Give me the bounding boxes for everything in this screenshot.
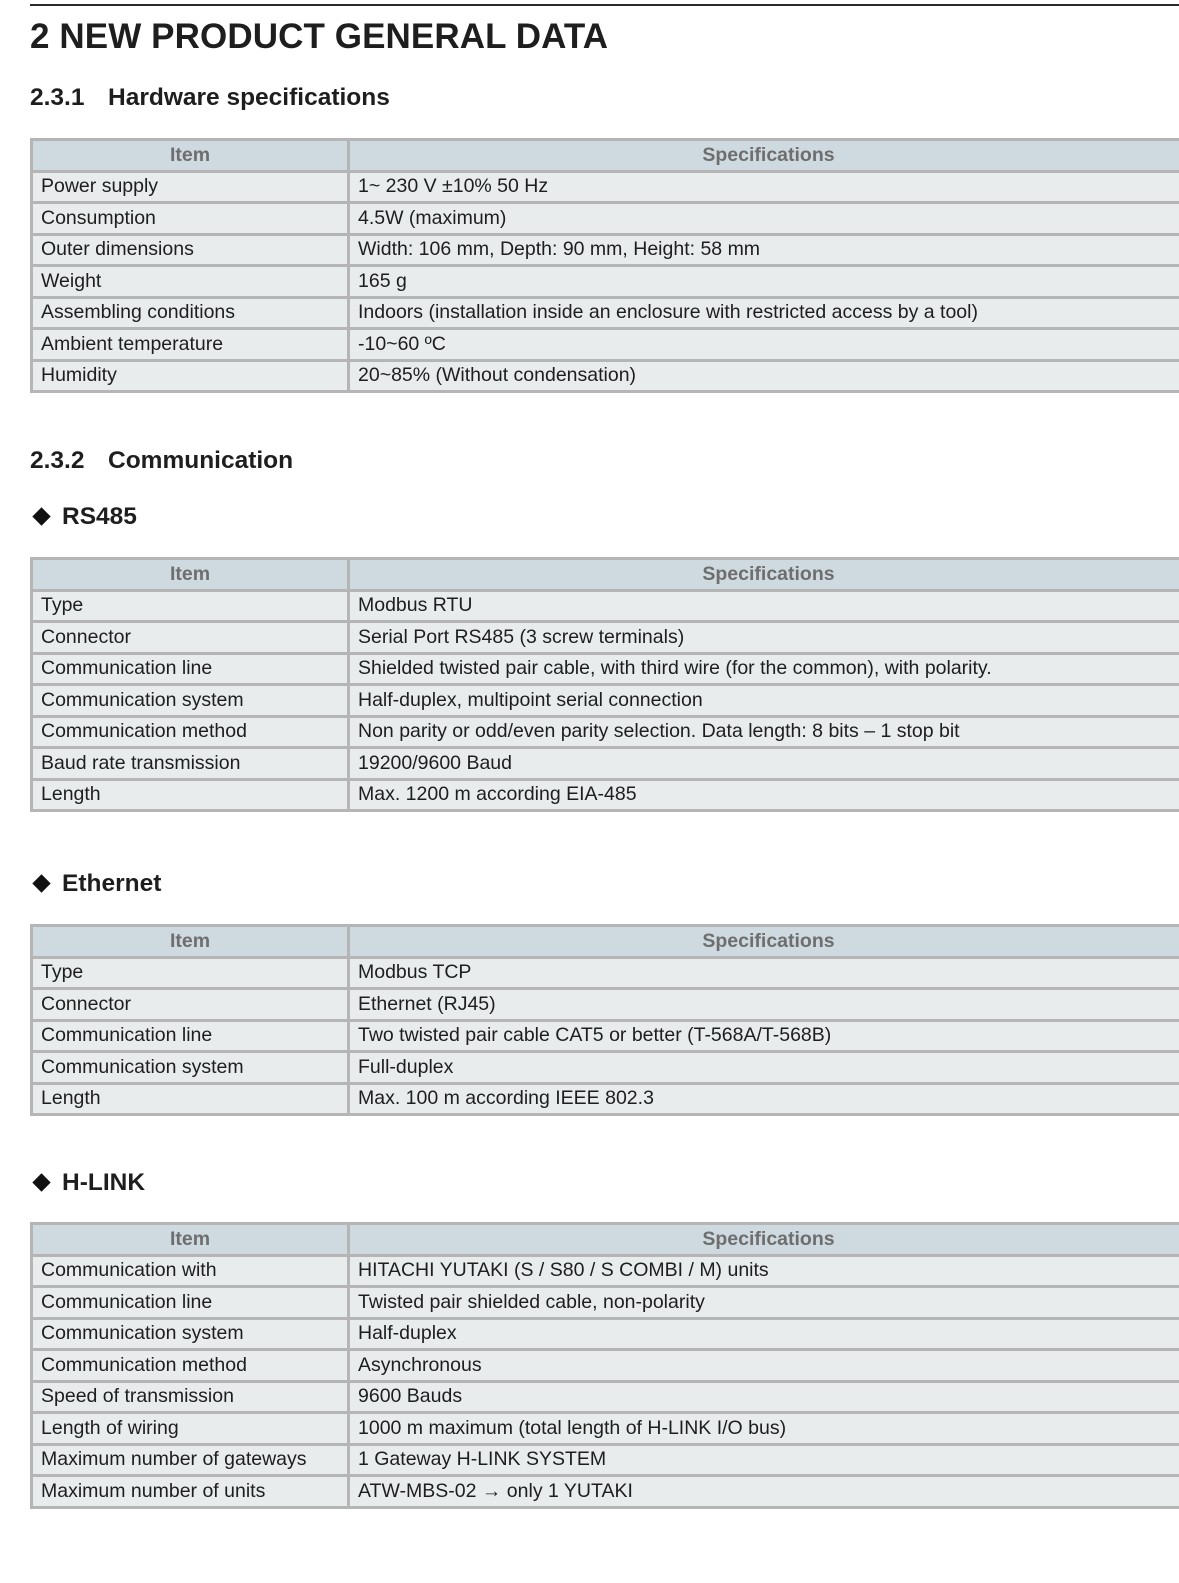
item-cell: Connector	[32, 622, 349, 654]
table-row	[32, 1381, 1179, 1413]
item-cell: Communication line	[32, 653, 349, 685]
top-rule	[30, 4, 1179, 6]
item-cell: Type	[32, 590, 349, 622]
spec-cell: Serial Port RS485 (3 screw terminals)	[349, 622, 1179, 654]
spec-cell: Twisted pair shielded cable, non-polarity	[349, 1287, 1179, 1319]
table-row	[32, 329, 1179, 361]
spec-cell: Non parity or odd/even parity selection. Data length: 8 bits – 1 stop bit	[349, 716, 1179, 748]
spec-cell: Full-duplex	[349, 1052, 1179, 1084]
item-cell: Communication system	[32, 1052, 349, 1084]
spec-cell: 165 g	[349, 266, 1179, 298]
table-row	[32, 171, 1179, 203]
table-row	[32, 360, 1179, 392]
spec-cell: 9600 Bauds	[349, 1381, 1179, 1413]
subheading-hlink	[33, 1169, 145, 1197]
section-title: Communication	[108, 447, 294, 474]
item-cell: Ambient temperature	[32, 329, 349, 361]
table-row	[32, 1287, 1179, 1319]
table-row	[32, 203, 1179, 235]
spec-cell: 1~ 230 V ±10% 50 Hz	[349, 171, 1179, 203]
table-row	[32, 748, 1179, 780]
spec-cell: 20~85% (Without condensation)	[349, 360, 1179, 392]
column-header-item: Item	[32, 559, 349, 591]
item-cell: Weight	[32, 266, 349, 298]
table-row	[32, 685, 1179, 717]
spec-cell: 4.5W (maximum)	[349, 203, 1179, 235]
table-row	[32, 1350, 1179, 1382]
spec-cell: 1000 m maximum (total length of H-LINK I/O bus)	[349, 1413, 1179, 1445]
spec-cell: Width: 106 mm, Depth: 90 mm, Height: 58 mm	[349, 234, 1179, 266]
table-row	[32, 653, 1179, 685]
column-header-specifications: Specifications	[349, 1224, 1179, 1256]
item-cell: Baud rate transmission	[32, 748, 349, 780]
page-title: 2 NEW PRODUCT GENERAL DATA	[30, 17, 609, 56]
table-row	[32, 266, 1179, 298]
subheading-label: Ethernet	[62, 870, 162, 897]
spec-cell: ATW-MBS-02 → only 1 YUTAKI	[349, 1476, 1179, 1508]
item-cell: Type	[32, 957, 349, 989]
table-row	[32, 1318, 1179, 1350]
item-cell: Communication with	[32, 1255, 349, 1287]
subheading-label: RS485	[62, 503, 137, 530]
spec-cell: Two twisted pair cable CAT5 or better (T-568A/T-568B)	[349, 1020, 1179, 1052]
item-cell: Consumption	[32, 203, 349, 235]
spec-cell: Half-duplex, multipoint serial connection	[349, 685, 1179, 717]
table-row	[32, 957, 1179, 989]
column-header-specifications: Specifications	[349, 926, 1179, 958]
table-row	[32, 234, 1179, 266]
rs485-spec-table	[30, 557, 1179, 812]
column-header-specifications: Specifications	[349, 140, 1179, 172]
spec-cell: Modbus RTU	[349, 590, 1179, 622]
item-cell: Speed of transmission	[32, 1381, 349, 1413]
diamond-bullet-icon	[32, 1173, 50, 1191]
spec-cell: Max. 100 m according IEEE 802.3	[349, 1083, 1179, 1115]
spec-cell: Indoors (installation inside an enclosure with restricted access by a tool)	[349, 297, 1179, 329]
item-cell: Communication line	[32, 1287, 349, 1319]
spec-cell: -10~60 ºC	[349, 329, 1179, 361]
section-title: Hardware specifications	[108, 84, 390, 111]
table-row	[32, 1444, 1179, 1476]
subheading-label: H-LINK	[62, 1169, 146, 1196]
table-row	[32, 779, 1179, 811]
item-cell: Humidity	[32, 360, 349, 392]
hardware-spec-table	[30, 138, 1179, 393]
subheading-ethernet	[33, 870, 161, 898]
diamond-bullet-icon	[32, 507, 50, 525]
spec-cell: Asynchronous	[349, 1350, 1179, 1382]
item-cell: Length	[32, 779, 349, 811]
spec-cell: 1 Gateway H-LINK SYSTEM	[349, 1444, 1179, 1476]
item-cell: Communication line	[32, 1020, 349, 1052]
table-row	[32, 590, 1179, 622]
column-header-item: Item	[32, 926, 349, 958]
table-row	[32, 1476, 1179, 1508]
table-row	[32, 1413, 1179, 1445]
spec-cell: 19200/9600 Baud	[349, 748, 1179, 780]
table-row	[32, 1083, 1179, 1115]
column-header-item: Item	[32, 1224, 349, 1256]
table-row	[32, 1052, 1179, 1084]
item-cell: Assembling conditions	[32, 297, 349, 329]
item-cell: Length	[32, 1083, 349, 1115]
table-row	[32, 989, 1179, 1021]
table-row	[32, 1020, 1179, 1052]
item-cell: Communication method	[32, 716, 349, 748]
spec-cell: Max. 1200 m according EIA-485	[349, 779, 1179, 811]
spec-cell: Half-duplex	[349, 1318, 1179, 1350]
ethernet-spec-table	[30, 924, 1179, 1116]
column-header-specifications: Specifications	[349, 559, 1179, 591]
table-row	[32, 622, 1179, 654]
item-cell: Communication system	[32, 1318, 349, 1350]
item-cell: Length of wiring	[32, 1413, 349, 1445]
subheading-rs485	[33, 503, 137, 531]
item-cell: Maximum number of units	[32, 1476, 349, 1508]
table-row	[32, 1255, 1179, 1287]
spec-cell: HITACHI YUTAKI (S / S80 / S COMBI / M) units	[349, 1255, 1179, 1287]
section-heading-communication	[30, 447, 293, 475]
item-cell: Power supply	[32, 171, 349, 203]
hlink-spec-table	[30, 1222, 1179, 1509]
column-header-item: Item	[32, 140, 349, 172]
section-number: 2.3.2	[30, 447, 85, 474]
item-cell: Outer dimensions	[32, 234, 349, 266]
spec-cell: Modbus TCP	[349, 957, 1179, 989]
item-cell: Communication method	[32, 1350, 349, 1382]
spec-cell: Shielded twisted pair cable, with third wire (for the common), with polarity.	[349, 653, 1179, 685]
section-number: 2.3.1	[30, 84, 85, 111]
item-cell: Maximum number of gateways	[32, 1444, 349, 1476]
item-cell: Communication system	[32, 685, 349, 717]
table-row	[32, 716, 1179, 748]
table-row	[32, 297, 1179, 329]
item-cell: Connector	[32, 989, 349, 1021]
spec-cell: Ethernet (RJ45)	[349, 989, 1179, 1021]
diamond-bullet-icon	[32, 874, 50, 892]
section-heading-hardware	[30, 84, 390, 112]
